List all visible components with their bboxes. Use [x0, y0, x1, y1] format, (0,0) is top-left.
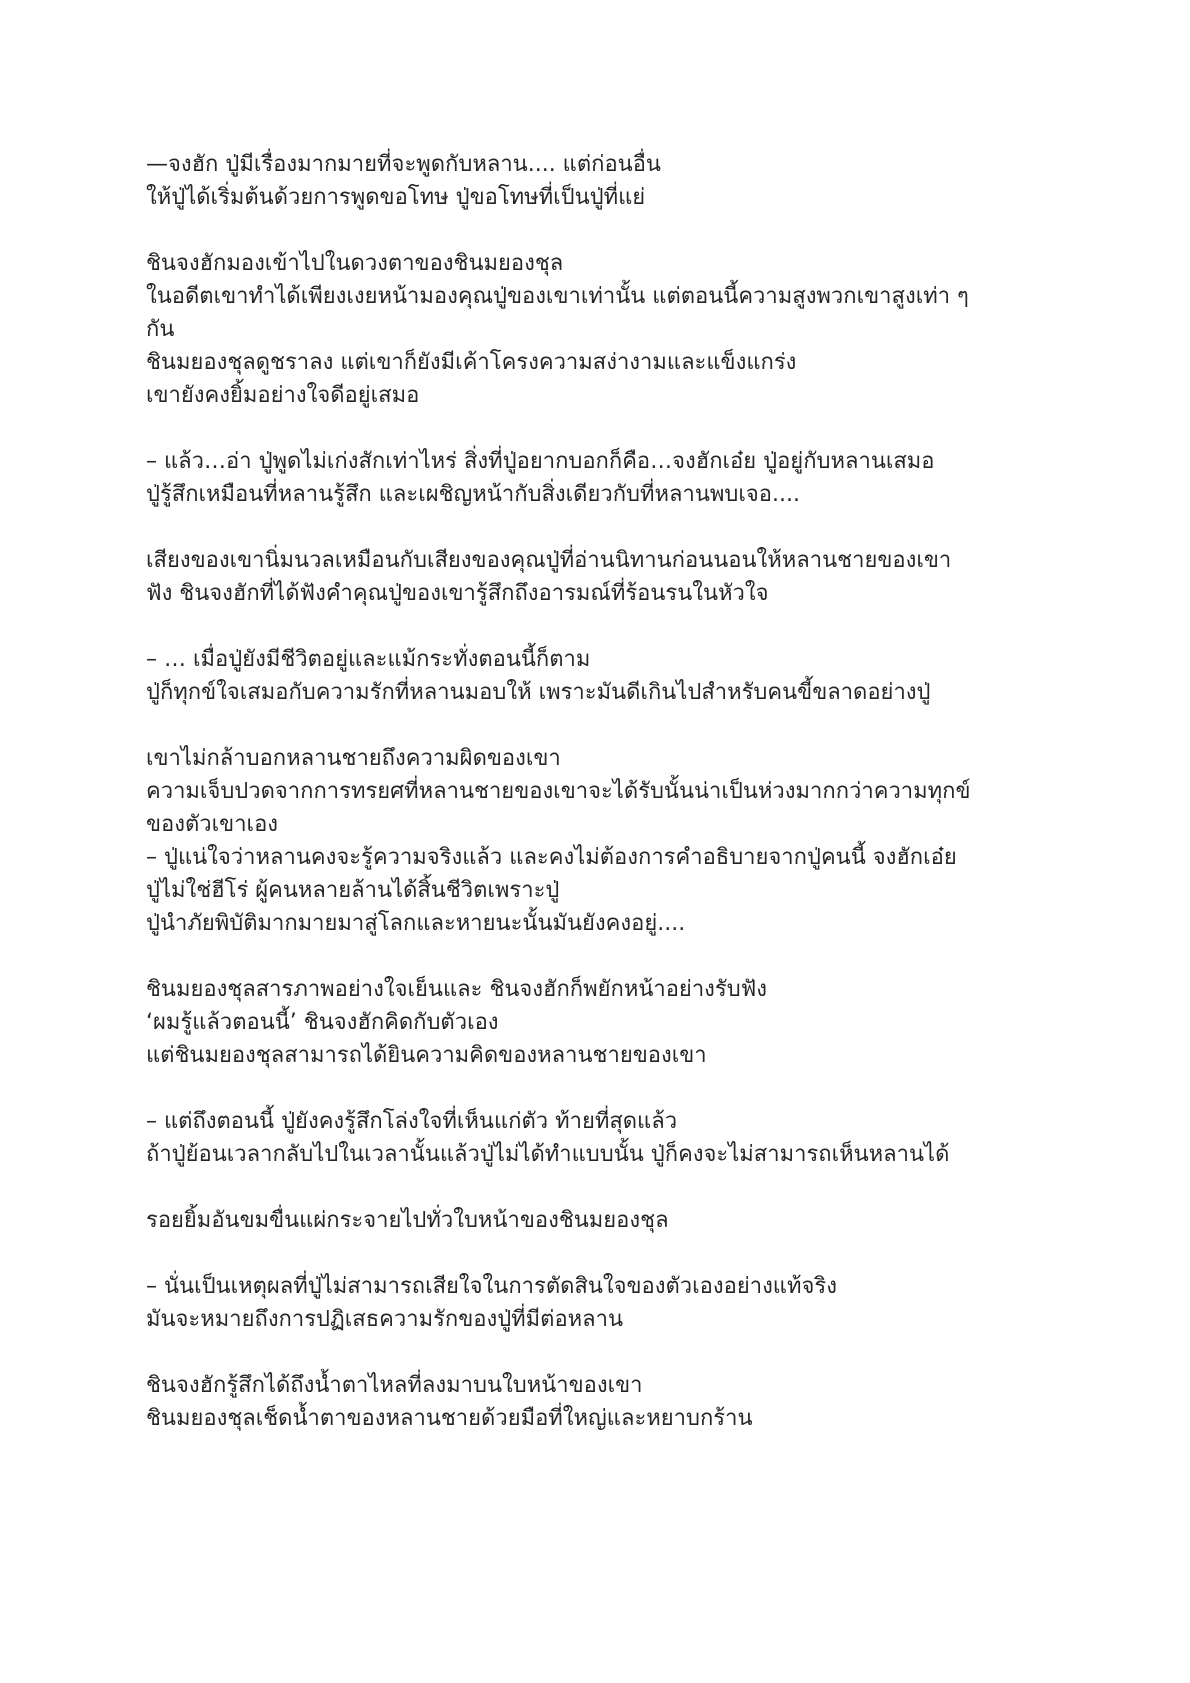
text-line: ถ้าปู่ย้อนเวลากลับไปในเวลานั้นแล้วปู่ไม่ได้ทำแบบนั้น ปู่ก็คงจะไม่สามารถเห็นหลานได้: [146, 1142, 950, 1167]
text-line: ชินมยองชุลดูชราลง แต่เขาก็ยังมีเค้าโครงความสง่างามและแข็งแกร่ง: [146, 350, 797, 375]
text-line: ชินมยองชุลสารภาพอย่างใจเย็นและ ชินจงฮักก็พยักหน้าอย่างรับฟัง: [146, 977, 768, 1002]
text-line: ‘ผมรู้แล้วตอนนี้’ ชินจงฮักคิดกับตัวเอง: [146, 1010, 499, 1035]
paragraph-8: [146, 1105, 1066, 1171]
paragraph-3: [146, 445, 1066, 511]
paragraph-10: [146, 1270, 1066, 1336]
paragraph-9: [146, 1204, 1066, 1237]
paragraph-1: [146, 148, 1066, 214]
text-line: รอยยิ้มอันขมขื่นแผ่กระจายไปทั่วใบหน้าของชินมยองชุล: [146, 1208, 669, 1233]
text-line: ชินมยองชุลเช็ดน้ำตาของหลานชายด้วยมือที่ใหญ่และหยาบกร้าน: [146, 1406, 753, 1431]
text-line: – แต่ถึงตอนนี้ ปู่ยังคงรู้สึกโล่งใจที่เห็นแก่ตัว ท้ายที่สุดแล้ว: [146, 1109, 678, 1134]
text-line: ให้ปู่ได้เริ่มต้นด้วยการพูดขอโทษ ปู่ขอโทษที่เป็นปู่ที่แย่: [146, 185, 646, 210]
document-body: [146, 148, 1066, 1435]
text-line: ปู่รู้สึกเหมือนที่หลานรู้สึก และเผชิญหน้ากับสิ่งเดียวกับที่หลานพบเจอ....: [146, 482, 800, 507]
text-line: มันจะหมายถึงการปฏิเสธความรักของปู่ที่มีต่อหลาน: [146, 1307, 624, 1332]
text-line: แต่ชินมยองชุลสามารถได้ยินความคิดของหลานชายของเขา: [146, 1043, 707, 1068]
text-line: เสียงของเขานิ่มนวลเหมือนกับเสียงของคุณปู่ที่อ่านนิทานก่อนนอนให้หลานชายของเขา: [146, 548, 952, 573]
text-line: ในอดีตเขาทำได้เพียงเงยหน้ามองคุณปู่ของเขาเท่านั้น แต่ตอนนี้ความสูงพวกเขาสูงเท่า ๆ: [146, 284, 969, 309]
text-line: ชินจงฮักรู้สึกได้ถึงน้ำตาไหลที่ลงมาบนใบหน้าของเขา: [146, 1373, 643, 1398]
text-line: ของตัวเขาเอง: [146, 812, 279, 837]
text-line: – แล้ว…อ่า ปู่พูดไม่เก่งสักเท่าไหร่ สิ่งที่ปู่อยากบอกก็คือ…จงฮักเอ๋ย ปู่อยู่กับหลานเสมอ: [146, 449, 935, 474]
text-line: ปู่นำภัยพิบัติมากมายมาสู่โลกและหายนะนั้นมันยังคงอยู่....: [146, 911, 686, 936]
text-line: ความเจ็บปวดจากการทรยศที่หลานชายของเขาจะได้รับนั้นน่าเป็นห่วงมากกว่าความทุกข์: [146, 779, 971, 804]
text-line: ปู่ก็ทุกข์ใจเสมอกับความรักที่หลานมอบให้ เพราะมันดีเกินไปสำหรับคนขี้ขลาดอย่างปู่: [146, 680, 931, 705]
text-line: ชินจงฮักมองเข้าไปในดวงตาของชินมยองชุล: [146, 251, 564, 276]
text-line: ฟัง ชินจงฮักที่ได้ฟังคำคุณปู่ของเขารู้สึกถึงอารมณ์ที่ร้อนรนในหัวใจ: [146, 581, 769, 606]
paragraph-5: [146, 643, 1066, 709]
text-line: กัน: [146, 317, 175, 342]
paragraph-6: [146, 742, 1066, 940]
text-line: เขายังคงยิ้มอย่างใจดีอยู่เสมอ: [146, 383, 420, 408]
text-line: ปู่ไม่ใช่ฮีโร่ ผู้คนหลายล้านได้สิ้นชีวิตเพราะปู่: [146, 878, 560, 903]
text-line: เขาไม่กล้าบอกหลานชายถึงความผิดของเขา: [146, 746, 561, 771]
text-line: – ปู่แน่ใจว่าหลานคงจะรู้ความจริงแล้ว และคงไม่ต้องการคำอธิบายจากปู่คนนี้ จงฮักเอ๋ย: [146, 845, 957, 870]
paragraph-2: [146, 247, 1066, 412]
text-line: —จงฮัก ปู่มีเรื่องมากมายที่จะพูดกับหลาน.... แต่ก่อนอื่น: [146, 152, 661, 177]
paragraph-7: [146, 973, 1066, 1072]
paragraph-4: [146, 544, 1066, 610]
text-line: – … เมื่อปู่ยังมีชีวิตอยู่และแม้กระทั่งตอนนี้ก็ตาม: [146, 647, 591, 672]
paragraph-11: [146, 1369, 1066, 1435]
text-line: – นั่นเป็นเหตุผลที่ปู่ไม่สามารถเสียใจในการตัดสินใจของตัวเองอย่างแท้จริง: [146, 1274, 837, 1299]
